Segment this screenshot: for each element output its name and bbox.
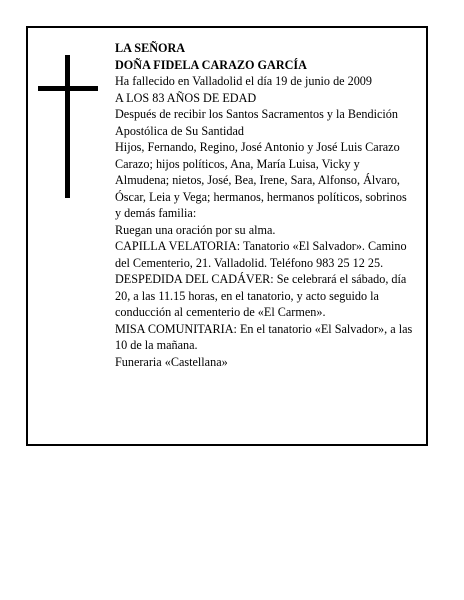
funeral-home: Funeraria «Castellana» xyxy=(115,354,228,369)
prayer-request: Ruegan una oración por su alma. xyxy=(115,222,276,237)
family-list: Hijos, Fernando, Regino, José Antonio y José Luis Carazo Carazo; hijos políticos, Ana, María Luisa, Vicky y Almudena; nietos, José, Bea, Irene, Sara, Alfonso, Álvaro, Óscar, Leia y Vega; hermanos, hermanos políticos, sobrinos y demás familia: xyxy=(115,140,407,220)
mass-info: MISA COMUNITARIA: En el tanatorio «El Salvador», a las 10 de la mañana. xyxy=(115,321,413,352)
chapel-info: CAPILLA VELATORIA: Tanatorio «El Salvador». Camino del Cementerio, 21. Valladolid. Teléfono 983 25 12 25. xyxy=(115,239,407,270)
cross-vertical-bar xyxy=(65,55,70,198)
farewell-info: DESPEDIDA DEL CADÁVER: Se celebrará el sábado, día 20, a las 11.15 horas, en el tanatorio, y acto seguido la conducción al cementerio de «El Carmen». xyxy=(115,272,407,319)
cross-horizontal-bar xyxy=(38,86,98,91)
sacraments-statement: Después de recibir los Santos Sacramentos y la Bendición Apostólica de Su Santidad xyxy=(115,107,398,138)
notice-title: LA SEÑORA xyxy=(115,41,186,55)
death-statement: Ha fallecido en Valladolid el día 19 de junio de 2009 xyxy=(115,74,372,88)
obituary-text xyxy=(115,40,415,370)
age-statement: A LOS 83 AÑOS DE EDAD xyxy=(115,90,257,105)
deceased-name: DOÑA FIDELA CARAZO GARCÍA xyxy=(115,57,307,72)
cross-icon xyxy=(38,55,98,198)
